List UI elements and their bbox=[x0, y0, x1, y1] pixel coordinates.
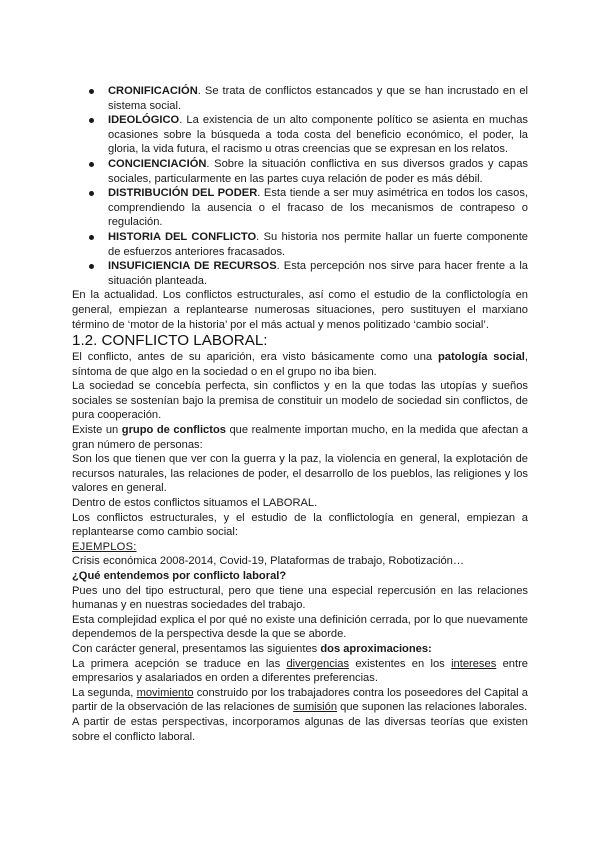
paragraph-structural: Los conflictos estructurales, y el estudio de la conflictología en general, empiezan a replantearse como cambio social: bbox=[72, 511, 528, 539]
bullet-term: INSUFICIENCIA DE RECURSOS bbox=[108, 260, 277, 273]
bullet-term: CONCIENCIACIÓN bbox=[108, 157, 207, 170]
list-item bbox=[72, 113, 528, 157]
list-item bbox=[72, 230, 528, 259]
intro-paragraph: En la actualidad. Los conflictos estructurales, así como el estudio de la conflictología en general, empiezan a replantearse numerosas situaciones, pero sustituyen el marxiano término de ‘motor de la historia’ por el más actual y menos politizado ‘cambio social’. bbox=[72, 289, 528, 331]
list-item bbox=[72, 84, 528, 113]
section-title: 1.2. CONFLICTO LABORAL: bbox=[72, 332, 268, 350]
paragraph-pathology: El conflicto, antes de su aparición, era visto básicamente como una patología social, síntoma de que algo en la sociedad o en el grupo no iba bien. bbox=[72, 351, 528, 378]
list-item bbox=[72, 157, 528, 186]
list-item bbox=[72, 186, 528, 230]
bullet-text: . Se trata de conflictos estancados y que se han incrustado en el sistema social. bbox=[108, 85, 528, 112]
bullet-term: DISTRIBUCIÓN DEL PODER bbox=[108, 187, 258, 200]
paragraph-conflict-group: Existe un grupo de conflictos que realmente importan mucho, en la medida que afectan a gran número de personas: bbox=[72, 424, 529, 451]
examples-label: EJEMPLOS: bbox=[72, 540, 137, 553]
paragraph-first-meaning: La primera acepción se traduce en las divergencias existentes en los intereses entre empresarios y asalariados en orden a diferentes preferencias. bbox=[72, 657, 528, 685]
paragraph-laboral: Dentro de estos conflictos situamos el LABORAL. bbox=[72, 497, 318, 510]
paragraph-second-meaning: La segunda, movimiento construido por los trabajadores contra los poseedores del Capital a partir de la observación de las relaciones de sumisión que suponen las relaciones laborales. bbox=[72, 686, 528, 714]
paragraph-theories: A partir de estas perspectivas, incorporamos algunas de las diversas teorías que existen sobre el conflicto laboral. bbox=[72, 715, 528, 743]
underlined-term: intereses bbox=[451, 657, 497, 670]
list-item bbox=[72, 259, 528, 288]
paragraph-conflict-types: Son los que tienen que ver con la guerra y la paz, la violencia en general, la explotación de recursos naturales, las relaciones de poder, el desarrollo de los pueblos, las religiones y los valores en general. bbox=[72, 453, 528, 495]
underlined-term: divergencias bbox=[286, 657, 350, 670]
bold-term: grupo de conflictos bbox=[121, 424, 226, 437]
paragraph-structural-type: Pues uno del tipo estructural, pero que tiene una especial repercusión en las relaciones humanas y en nuestras sociedades del trabajo. bbox=[72, 584, 528, 612]
paragraph-perfect-society: La sociedad se concebía perfecta, sin conflictos y en la que todas las utopías y sueños sociales se sostenían bajo la premisa de constituir un modelo de sociedad sin conflictos, de pura cooperación. bbox=[72, 380, 528, 422]
bullet-text: . Esta percepción nos sirve para hacer frente a la situación planteada. bbox=[108, 260, 529, 287]
bold-term: dos aproximaciones: bbox=[320, 642, 432, 655]
bullet-text: . Su historia nos permite hallar un fuerte componente de esfuerzos anteriores fracasados. bbox=[108, 230, 528, 258]
bullet-term: HISTORIA DEL CONFLICTO bbox=[108, 230, 257, 243]
examples-text: Crisis económica 2008-2014, Covid-19, Plataformas de trabajo, Robotización… bbox=[72, 555, 464, 568]
bullet-term: CRONIFICACIÓN bbox=[108, 85, 198, 97]
underlined-term: movimiento bbox=[136, 686, 194, 699]
bullet-text: . Esta tiende a ser muy asimétrica en todos los casos, comprendiendo la ausencia o el fracaso de los mecanismos de contrapeso o regulación. bbox=[108, 187, 528, 229]
underlined-term: sumisión bbox=[293, 701, 338, 714]
bullet-term: IDEOLÓGICO bbox=[108, 114, 180, 127]
bold-term: patología social bbox=[437, 351, 525, 364]
bullet-text: . La existencia de un alto componente político se asienta en muchas ocasiones sobre la búsqueda a toda costa del beneficio económico, el poder, la gloria, la vida futura, el racismo u otras creencias que se expresan en los relatos. bbox=[108, 114, 528, 156]
document-page bbox=[72, 84, 528, 744]
bullet-text: . Sobre la situación conflictiva en sus diversos grados y capas sociales, particularmente en las partes cuya relación de poder es más débil. bbox=[108, 157, 528, 185]
question-heading: ¿Qué entendemos por conflicto laboral? bbox=[72, 570, 287, 582]
features-list bbox=[72, 84, 528, 288]
paragraph-approaches: Con carácter general, presentamos las siguientes dos aproximaciones: bbox=[72, 642, 432, 655]
paragraph-complexity: Esta complejidad explica el por qué no existe una definición cerrada, por lo que nuevamente dependemos de la perspectiva desde la que se aborde. bbox=[72, 613, 528, 641]
